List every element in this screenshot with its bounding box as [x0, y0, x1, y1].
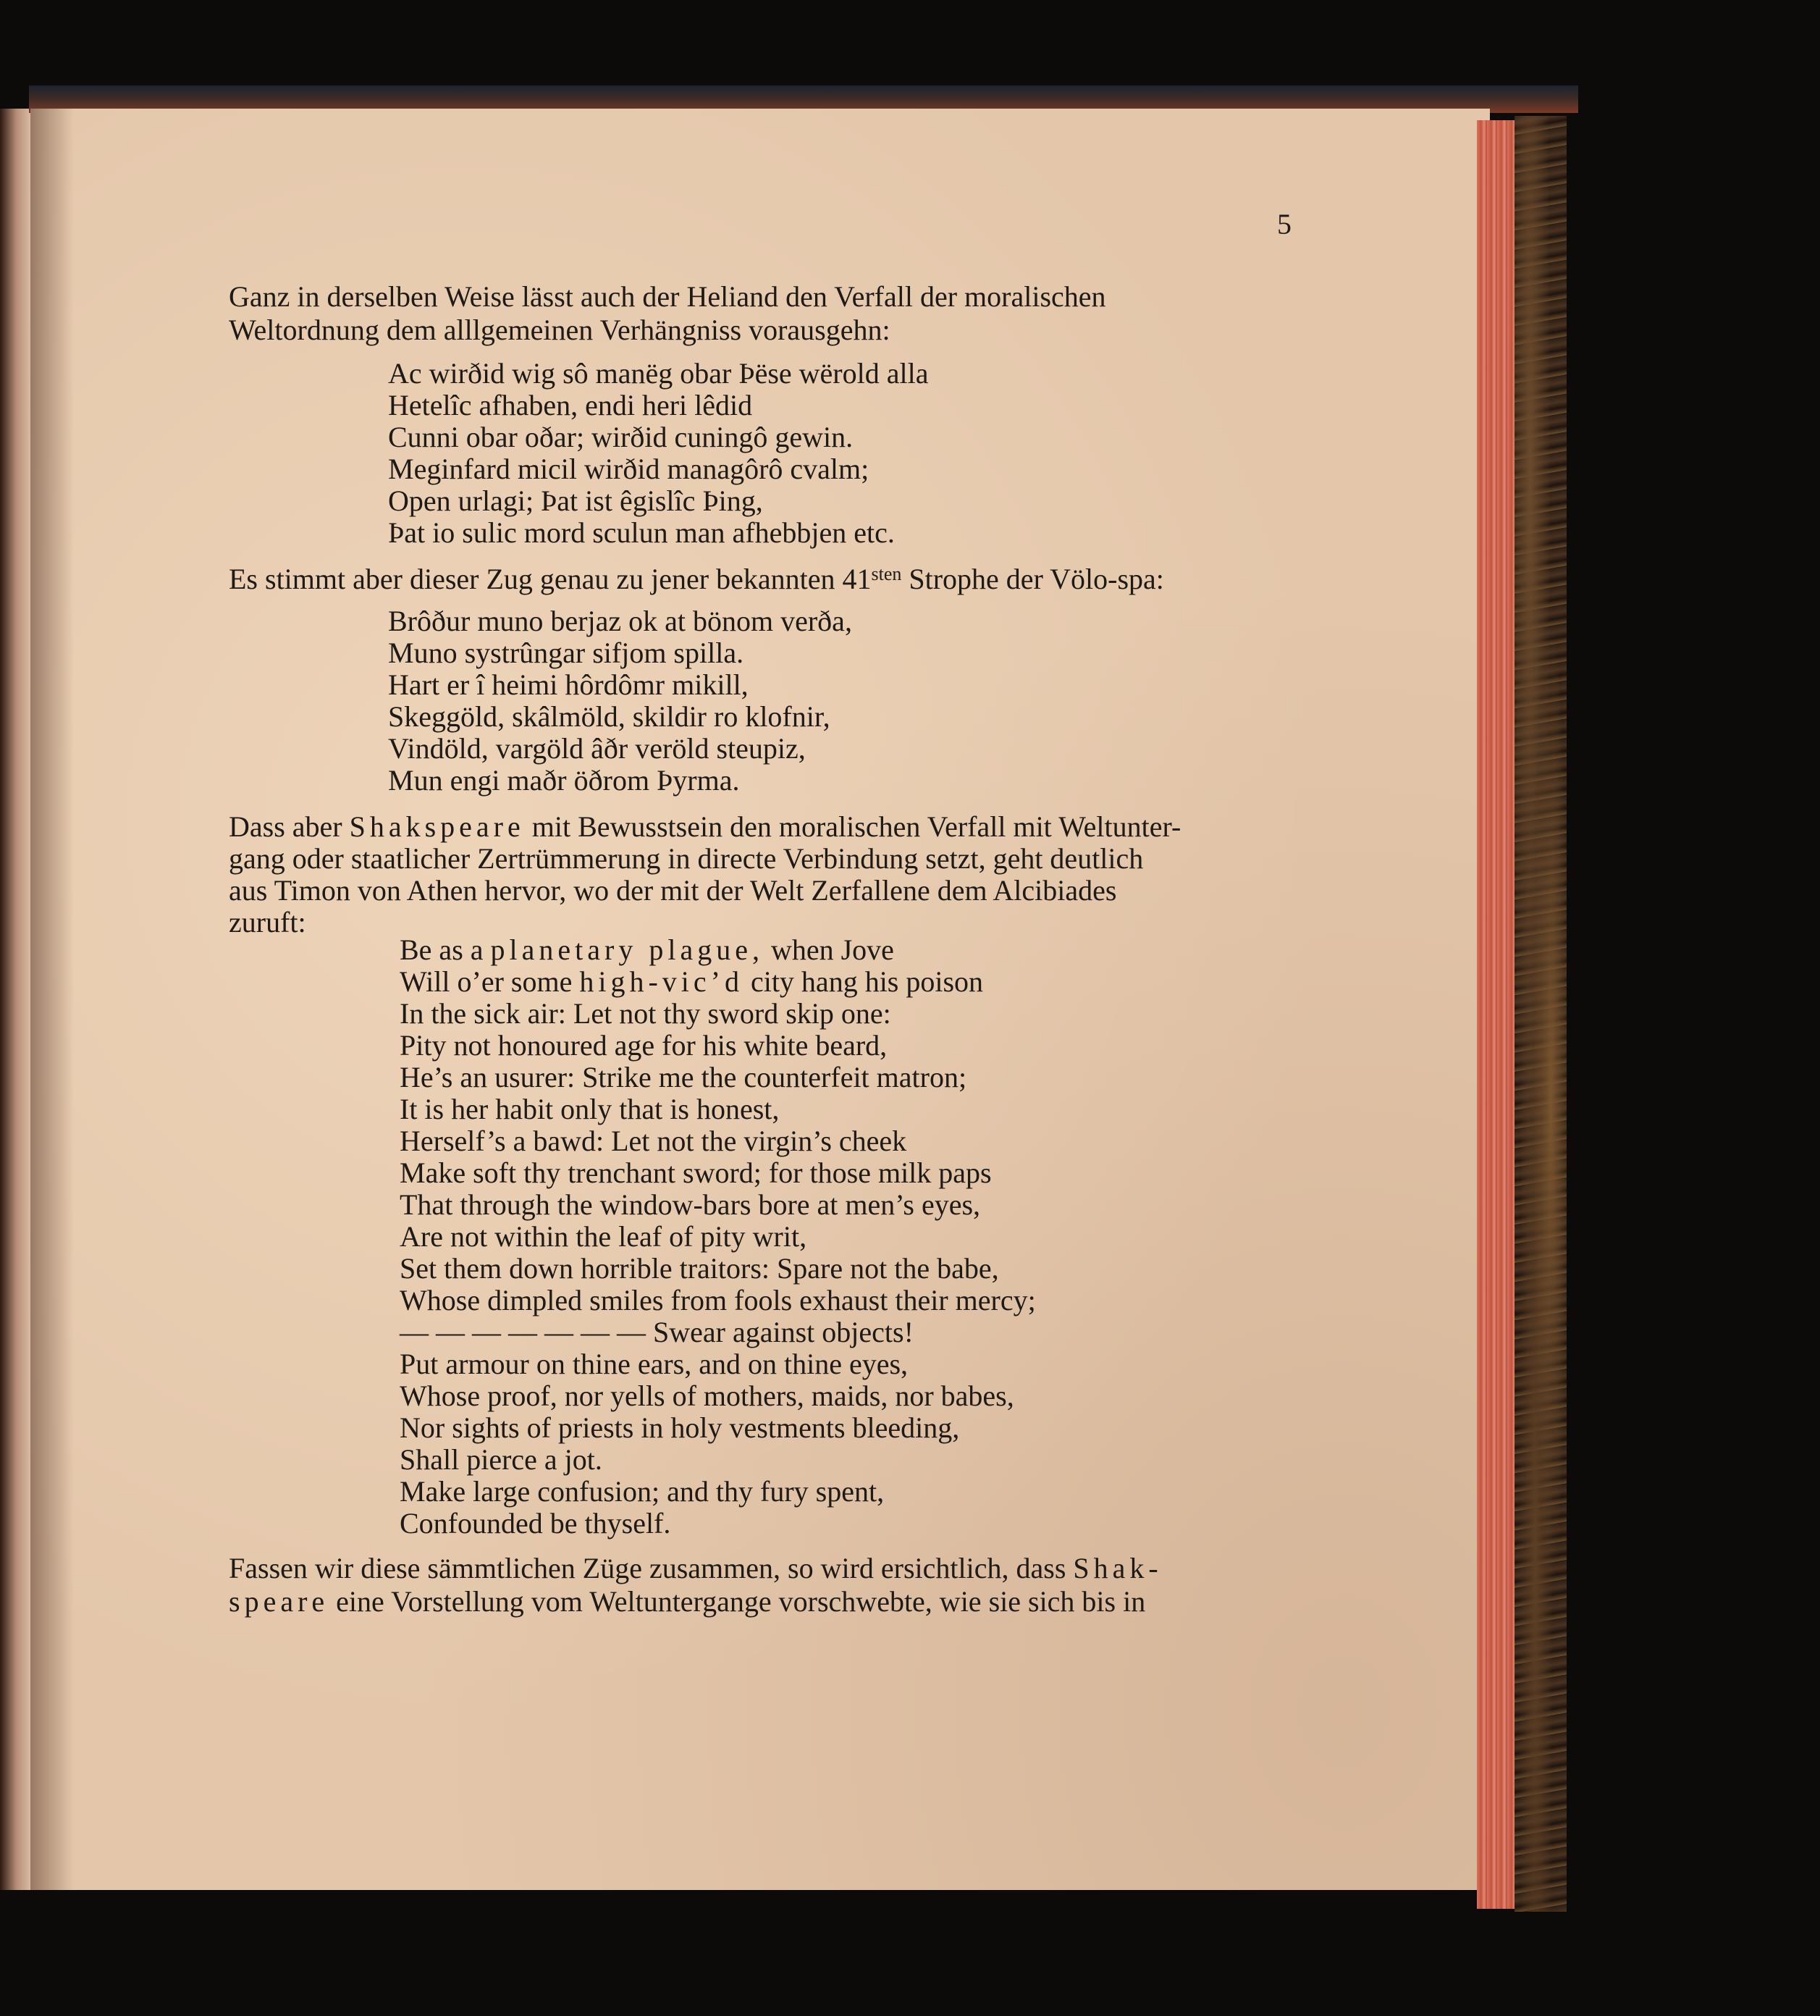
verse2-line: Vindöld, vargöld âðr veröld steupiz, — [388, 732, 806, 765]
verse3-line: Whose proof, nor yells of mothers, maids, nor babes, — [400, 1379, 1014, 1412]
verse3-line: Pity not honoured age for his white beard, — [400, 1029, 888, 1062]
verse2-line: Muno systrûngar sifjom spilla. — [388, 637, 744, 669]
verse3-line: In the sick air: Let not thy sword skip one: — [400, 997, 891, 1030]
para2-before: Es stimmt aber dieser Zug genau zu jener bekannten — [229, 563, 843, 595]
author-name: Shak- — [1073, 1552, 1163, 1584]
emphasis-text: planetary plague, — [490, 933, 764, 966]
verse3-line: Shall pierce a jot. — [400, 1443, 602, 1476]
para1-line2: Weltordnung dem alllgemeinen Verhängniss vorausgehn: — [229, 314, 890, 346]
para2-after: Strophe der Völo-spa: — [901, 563, 1164, 595]
marbled-cover-board — [1514, 116, 1567, 1912]
verse3-text: Will o’er some — [400, 965, 580, 998]
para3-line1 — [229, 811, 1181, 843]
verse3-text: Be as a — [400, 933, 491, 966]
verse3-line: Herself’s a bawd: Let not the virgin’s cheek — [400, 1125, 907, 1157]
verse3-line — [400, 966, 983, 998]
verse2-line: Skeggöld, skâlmöld, skildir ro klofnir, — [388, 700, 830, 733]
verse1-line: Ac wirðid wig sô manëg obar Þëse wërold alla — [388, 357, 929, 390]
para1-line1: Ganz in derselben Weise lässt auch der Heliand den Verfall der moralischen — [229, 280, 1106, 313]
verse3-text: when Jove — [763, 933, 894, 966]
para2-line — [229, 563, 1164, 595]
verse3-line: Nor sights of priests in holy vestments bleeding, — [400, 1411, 960, 1444]
facing-page-edge — [0, 109, 30, 1890]
verse3-line: Make soft thy trenchant sword; for those milk paps — [400, 1156, 992, 1189]
page-number: 5 — [1277, 208, 1292, 240]
para4-after: eine Vorstellung vom Weltuntergange vorschwebte, wie sie sich bis in — [329, 1585, 1146, 1618]
strophe-number: 41 — [842, 563, 872, 595]
verse3-line: Whose dimpled smiles from fools exhaust their mercy; — [400, 1284, 1036, 1316]
verse3-line: Are not within the leaf of pity writ, — [400, 1220, 807, 1253]
verse3-line: He’s an usurer: Strike me the counterfeit matron; — [400, 1061, 967, 1093]
para4-line1 — [229, 1553, 1163, 1584]
verse3-line: Set them down horrible traitors: Spare not the babe, — [400, 1252, 999, 1285]
page-edges — [1477, 120, 1514, 1909]
verse3-line: Make large confusion; and thy fury spent, — [400, 1475, 885, 1508]
verse1-line: Cunni obar oðar; wirðid cuningô gewin. — [388, 421, 854, 453]
strophe-suffix: sten — [871, 563, 902, 584]
verse3-line: Put armour on thine ears, and on thine eyes, — [400, 1348, 909, 1380]
verse1-line: Open urlagi; Þat ist êgislîc Þing, — [388, 484, 763, 517]
verse3-line: Confounded be thyself. — [400, 1507, 671, 1540]
verse3-line: It is her habit only that is honest, — [400, 1093, 780, 1125]
verse1-line: Hetelîc afhaben, endi heri lêdid — [388, 389, 753, 421]
verse3-line: That through the window-bars bore at men’s eyes, — [400, 1188, 981, 1221]
verse1-line: Meginfard micil wirðid managôrô cvalm; — [388, 453, 869, 485]
para4-before: Fassen wir diese sämmtlichen Züge zusammen, so wird ersichtlich, dass — [229, 1552, 1074, 1584]
para4-line2 — [229, 1586, 1145, 1618]
para3-line4: zuruft: — [229, 906, 306, 938]
author-name: Shakspeare — [349, 810, 525, 843]
para3-before: Dass aber — [229, 810, 350, 843]
verse2-line: Mun engi maðr öðrom Þyrma. — [388, 764, 740, 797]
para3-line2: gang oder staatlicher Zertrümmerung in directe Verbindung setzt, geht deutlich — [229, 842, 1144, 875]
emphasis-text: high-vic’d — [579, 965, 743, 998]
gutter-shadow — [30, 109, 74, 1890]
author-name: speare — [229, 1585, 329, 1618]
verse2-line: Brôður muno berjaz ok at bönom verða, — [388, 605, 852, 637]
verse3-text: city hang his poison — [743, 965, 984, 998]
verse3-dash-line: — — — — — — — Swear against objects! — [400, 1316, 914, 1348]
para3-after: mit Bewusstsein den moralischen Verfall mit Weltunter- — [524, 810, 1181, 843]
verse2-line: Hart er î heimi hôrdômr mikill, — [388, 668, 749, 701]
verse1-line: Þat io sulic mord sculun man afhebbjen etc. — [388, 516, 895, 549]
para3-line3: aus Timon von Athen hervor, wo der mit der Welt Zerfallene dem Alcibiades — [229, 874, 1117, 907]
verse3-line — [400, 934, 894, 966]
